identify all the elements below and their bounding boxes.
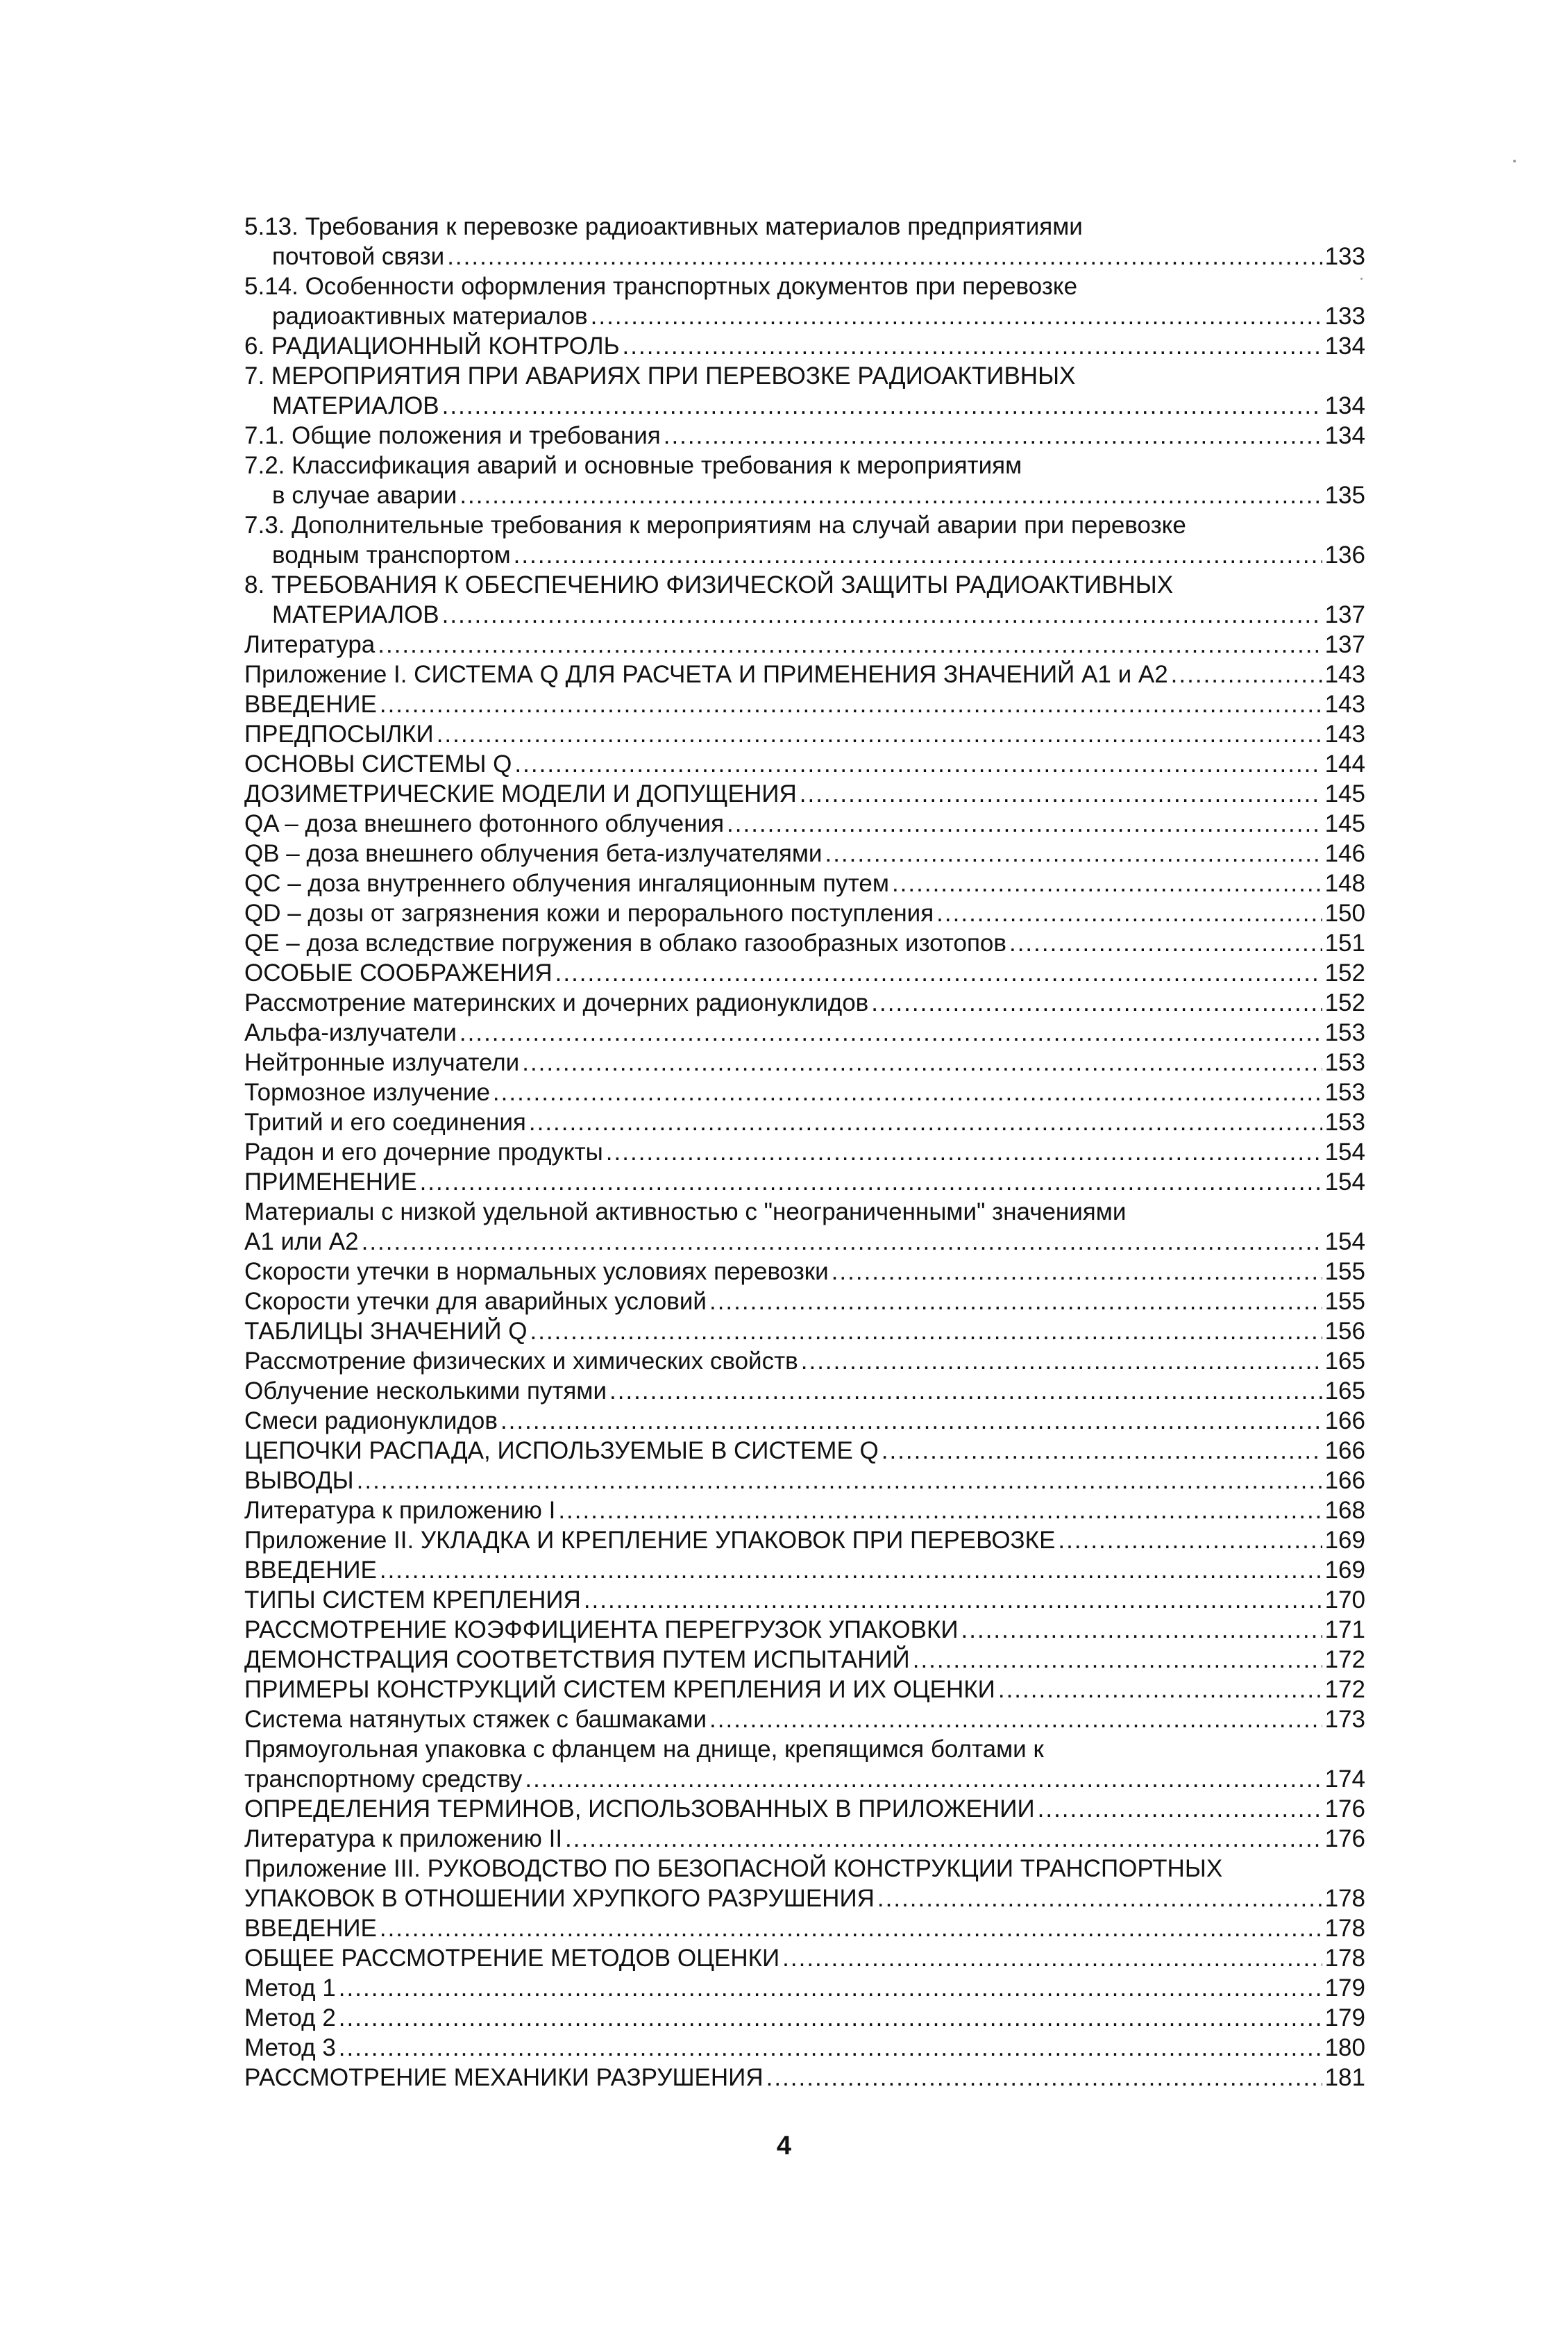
toc-entry bbox=[244, 719, 1365, 749]
toc-leader-dots bbox=[832, 1257, 1322, 1286]
toc-leader-dots bbox=[442, 600, 1322, 630]
toc-entry-page: 146 bbox=[1324, 840, 1365, 867]
toc-entry-title: 7.2. Классификация аварий и основные требования к мероприятиям bbox=[244, 452, 1022, 479]
toc-entry bbox=[244, 301, 1365, 331]
toc-entry bbox=[244, 1286, 1365, 1316]
toc-entry-title: ЦЕПОЧКИ РАСПАДА, ИСПОЛЬЗУЕМЫЕ В СИСТЕМЕ Q bbox=[244, 1437, 879, 1464]
toc-entry-title: Скорости утечки для аварийных условий bbox=[244, 1288, 707, 1315]
toc-entry-title: Смеси радионуклидов bbox=[244, 1407, 498, 1434]
toc-entry-title: водным транспортом bbox=[272, 542, 511, 569]
toc-leader-dots bbox=[709, 1286, 1322, 1316]
toc-entry bbox=[244, 1257, 1365, 1286]
toc-entry-page: 180 bbox=[1324, 2034, 1365, 2061]
toc-leader-dots bbox=[514, 749, 1322, 779]
toc-entry-page: 156 bbox=[1324, 1318, 1365, 1345]
toc-entry bbox=[244, 1615, 1365, 1645]
toc-entry bbox=[244, 600, 1365, 630]
toc-entry-title: Альфа-излучатели bbox=[244, 1019, 457, 1046]
toc-entry-page: 173 bbox=[1324, 1706, 1365, 1733]
toc-entry bbox=[244, 242, 1365, 271]
toc-entry-title: Метод 3 bbox=[244, 2034, 336, 2061]
toc-entry-title: QA – доза внешнего фотонного облучения bbox=[244, 810, 725, 837]
toc-leader-dots bbox=[565, 1824, 1322, 1854]
toc-entry-title: ВВЕДЕНИЕ bbox=[244, 1915, 377, 1942]
toc-entry bbox=[244, 391, 1365, 421]
toc-entry bbox=[244, 869, 1365, 898]
toc-entry bbox=[244, 1436, 1365, 1466]
toc-entry-title: ДОЗИМЕТРИЧЕСКИЕ МОДЕЛИ И ДОПУЩЕНИЯ bbox=[244, 780, 797, 807]
toc-leader-dots bbox=[380, 1555, 1322, 1585]
toc-entry-page: 134 bbox=[1324, 333, 1365, 360]
toc-entry-page: 150 bbox=[1324, 900, 1365, 927]
toc-entry bbox=[244, 1555, 1365, 1585]
toc-leader-dots bbox=[882, 1436, 1322, 1466]
toc-entry bbox=[244, 988, 1365, 1018]
toc-entry-title: МАТЕРИАЛОВ bbox=[272, 392, 439, 419]
toc-entry-page: 176 bbox=[1324, 1825, 1365, 1852]
toc-entry-page: 136 bbox=[1324, 542, 1365, 569]
toc-entry bbox=[244, 510, 1365, 540]
toc-leader-dots bbox=[378, 630, 1322, 660]
toc-entry bbox=[244, 331, 1365, 361]
toc-leader-dots bbox=[801, 1346, 1322, 1376]
toc-entry bbox=[244, 1794, 1365, 1824]
toc-entry bbox=[244, 1824, 1365, 1854]
toc-entry-page: 165 bbox=[1324, 1377, 1365, 1404]
toc-leader-dots bbox=[892, 869, 1322, 898]
toc-leader-dots bbox=[460, 1018, 1322, 1048]
toc-leader-dots bbox=[1038, 1794, 1322, 1824]
toc-entry bbox=[244, 1466, 1365, 1495]
toc-entry-page: 151 bbox=[1324, 930, 1365, 957]
toc-entry bbox=[244, 1137, 1365, 1167]
toc-entry bbox=[244, 451, 1365, 480]
toc-entry bbox=[244, 1495, 1365, 1525]
toc-entry-page: 133 bbox=[1324, 303, 1365, 330]
toc-leader-dots bbox=[500, 1406, 1322, 1436]
toc-entry-page: 154 bbox=[1324, 1139, 1365, 1166]
toc-entry bbox=[244, 361, 1365, 391]
toc-entry-title: 7. МЕРОПРИЯТИЯ ПРИ АВАРИЯХ ПРИ ПЕРЕВОЗКЕ РАДИОАКТИВНЫХ bbox=[244, 362, 1076, 389]
toc-entry-page: 137 bbox=[1324, 631, 1365, 658]
toc-leader-dots bbox=[766, 2063, 1322, 2093]
toc-entry bbox=[244, 958, 1365, 988]
toc-entry-page: 153 bbox=[1324, 1049, 1365, 1076]
toc-entry bbox=[244, 1227, 1365, 1257]
toc-entry-title: A1 или A2 bbox=[244, 1228, 359, 1255]
scan-speck bbox=[1513, 160, 1516, 162]
toc-entry bbox=[244, 421, 1365, 451]
toc-entry-title: Облучение несколькими путями bbox=[244, 1377, 607, 1404]
toc-entry-page: 152 bbox=[1324, 959, 1365, 987]
toc-entry bbox=[244, 660, 1365, 689]
toc-entry bbox=[244, 570, 1365, 600]
toc-entry-title: ПРИМЕРЫ КОНСТРУКЦИЙ СИСТЕМ КРЕПЛЕНИЯ И ИХ ОЦЕНКИ bbox=[244, 1676, 995, 1703]
toc-leader-dots bbox=[825, 839, 1322, 869]
toc-entry-title: ВВЕДЕНИЕ bbox=[244, 1557, 377, 1584]
toc-entry-title: Рассмотрение физических и химических свойств bbox=[244, 1348, 798, 1375]
toc-entry bbox=[244, 1077, 1365, 1107]
scan-speck bbox=[1360, 278, 1363, 280]
toc-entry bbox=[244, 1734, 1365, 1764]
toc-entry bbox=[244, 1645, 1365, 1675]
toc-entry-title: ТАБЛИЦЫ ЗНАЧЕНИЙ Q bbox=[244, 1318, 528, 1345]
toc-entry bbox=[244, 839, 1365, 869]
toc-entry-title: транспортному средству bbox=[244, 1766, 523, 1793]
toc-leader-dots bbox=[522, 1048, 1322, 1077]
toc-entry bbox=[244, 1675, 1365, 1704]
toc-entry-title: Метод 2 bbox=[244, 2004, 336, 2031]
toc-leader-dots bbox=[442, 391, 1322, 421]
toc-entry-title: Приложение I. СИСТЕМА Q ДЛЯ РАСЧЕТА И ПРИМЕНЕНИЯ ЗНАЧЕНИЙ A1 и A2 bbox=[244, 661, 1168, 688]
toc-leader-dots bbox=[1009, 928, 1322, 958]
toc-entry-title: ВЫВОДЫ bbox=[244, 1467, 354, 1494]
toc-entry-page: 152 bbox=[1324, 989, 1365, 1016]
toc-entry-page: 153 bbox=[1324, 1079, 1365, 1106]
toc-entry-page: 154 bbox=[1324, 1168, 1365, 1196]
toc-entry bbox=[244, 1764, 1365, 1794]
toc-entry-title: ОПРЕДЕЛЕНИЯ ТЕРМИНОВ, ИСПОЛЬЗОВАННЫХ В ПРИЛОЖЕНИИ bbox=[244, 1795, 1035, 1822]
toc-entry-title: ПРЕДПОСЫЛКИ bbox=[244, 721, 434, 748]
toc-entry bbox=[244, 1884, 1365, 1913]
toc-entry bbox=[244, 540, 1365, 570]
toc-entry-page: 143 bbox=[1324, 691, 1365, 718]
toc-entry bbox=[244, 480, 1365, 510]
toc-entry-title: ОСОБЫЕ СООБРАЖЕНИЯ bbox=[244, 959, 553, 987]
toc-entry-title: QD – дозы от загрязнения кожи и перорального поступления bbox=[244, 900, 934, 927]
toc-entry-title: Метод 1 bbox=[244, 1974, 336, 2002]
toc-leader-dots bbox=[339, 2003, 1322, 2033]
toc-leader-dots bbox=[460, 480, 1322, 510]
toc-leader-dots bbox=[437, 719, 1322, 749]
toc-entry-page: 179 bbox=[1324, 1974, 1365, 2002]
toc-entry-page: 145 bbox=[1324, 780, 1365, 807]
toc-entry-page: 137 bbox=[1324, 601, 1365, 628]
toc-entry-title: 7.3. Дополнительные требования к мероприятиям на случай аварии при перевозке bbox=[244, 512, 1186, 539]
toc-entry-title: Материалы с низкой удельной активностью с "неограниченными" значениями bbox=[244, 1198, 1127, 1225]
toc-entry-title: почтовой связи bbox=[272, 243, 445, 270]
toc-entry-title: в случае аварии bbox=[272, 482, 457, 509]
toc-leader-dots bbox=[529, 1107, 1322, 1137]
toc-leader-dots bbox=[362, 1227, 1322, 1257]
toc-entry-page: 172 bbox=[1324, 1646, 1365, 1673]
toc-entry-page: 179 bbox=[1324, 2004, 1365, 2031]
toc-entry-page: 143 bbox=[1324, 661, 1365, 688]
toc-entry bbox=[244, 1406, 1365, 1436]
toc-entry-title: Тритий и его соединения bbox=[244, 1109, 526, 1136]
toc-leader-dots bbox=[525, 1764, 1322, 1794]
toc-entry-title: Литература bbox=[244, 631, 376, 658]
toc-entry-page: 171 bbox=[1324, 1616, 1365, 1643]
toc-leader-dots bbox=[709, 1704, 1322, 1734]
toc-leader-dots bbox=[782, 1943, 1322, 1973]
toc-entry bbox=[244, 2003, 1365, 2033]
toc-entry-page: 166 bbox=[1324, 1407, 1365, 1434]
toc-entry-title: Радон и его дочерние продукты bbox=[244, 1139, 603, 1166]
toc-entry-title: ДЕМОНСТРАЦИЯ СООТВЕТСТВИЯ ПУТЕМ ИСПЫТАНИЙ bbox=[244, 1646, 910, 1673]
toc-leader-dots bbox=[339, 1973, 1322, 2003]
toc-entry-title: Приложение II. УКЛАДКА И КРЕПЛЕНИЕ УПАКОВОК ПРИ ПЕРЕВОЗКЕ bbox=[244, 1527, 1056, 1554]
toc-leader-dots bbox=[609, 1376, 1322, 1406]
toc-entry bbox=[244, 1346, 1365, 1376]
toc-leader-dots bbox=[555, 958, 1322, 988]
toc-entry-title: 8. ТРЕБОВАНИЯ К ОБЕСПЕЧЕНИЮ ФИЗИЧЕСКОЙ ЗАЩИТЫ РАДИОАКТИВНЫХ bbox=[244, 571, 1174, 598]
toc-leader-dots bbox=[493, 1077, 1322, 1107]
toc-entry bbox=[244, 1704, 1365, 1734]
toc-leader-dots bbox=[514, 540, 1322, 570]
toc-entry-title: Приложение III. РУКОВОДСТВО ПО БЕЗОПАСНОЙ КОНСТРУКЦИИ ТРАНСПОРТНЫХ bbox=[244, 1855, 1223, 1882]
toc-leader-dots bbox=[727, 809, 1322, 839]
toc-entry bbox=[244, 1943, 1365, 1973]
toc-entry-title: Система натянутых стяжек с башмаками bbox=[244, 1706, 707, 1733]
toc-entry-page: 176 bbox=[1324, 1795, 1365, 1822]
toc-leader-dots bbox=[664, 421, 1322, 451]
toc-leader-dots bbox=[584, 1585, 1322, 1615]
toc-entry-title: ПРИМЕНЕНИЕ bbox=[244, 1168, 417, 1196]
toc-entry-page: 166 bbox=[1324, 1467, 1365, 1494]
toc-leader-dots bbox=[1171, 660, 1322, 689]
toc-entry-title: Литература к приложению I bbox=[244, 1497, 556, 1524]
toc-entry bbox=[244, 1525, 1365, 1555]
toc-entry-page: 181 bbox=[1324, 2064, 1365, 2091]
toc-entry-title: Литература к приложению II bbox=[244, 1825, 563, 1852]
toc-entry bbox=[244, 1913, 1365, 1943]
toc-leader-dots bbox=[558, 1495, 1322, 1525]
toc-entry-title: QE – доза вследствие погружения в облако газообразных изотопов bbox=[244, 930, 1006, 957]
toc-entry-page: 174 bbox=[1324, 1766, 1365, 1793]
toc-entry-page: 169 bbox=[1324, 1527, 1365, 1554]
toc-leader-dots bbox=[339, 2033, 1322, 2063]
toc-entry bbox=[244, 809, 1365, 839]
toc-entry-title: Скорости утечки в нормальных условиях перевозки bbox=[244, 1258, 829, 1285]
toc-entry-page: 170 bbox=[1324, 1586, 1365, 1613]
toc-leader-dots bbox=[606, 1137, 1322, 1167]
toc-leader-dots bbox=[380, 1913, 1322, 1943]
toc-entry-title: ОБЩЕЕ РАССМОТРЕНИЕ МЕТОДОВ ОЦЕНКИ bbox=[244, 1945, 780, 1972]
toc-entry-title: QC – доза внутреннего облучения ингаляционным путем bbox=[244, 870, 889, 897]
toc-leader-dots bbox=[936, 898, 1322, 928]
toc-entry-page: 144 bbox=[1324, 750, 1365, 778]
toc-entry-page: 165 bbox=[1324, 1348, 1365, 1375]
toc-entry bbox=[244, 630, 1365, 660]
toc-entry-page: 153 bbox=[1324, 1019, 1365, 1046]
toc-entry-page: 169 bbox=[1324, 1557, 1365, 1584]
toc-entry bbox=[244, 928, 1365, 958]
toc-entry bbox=[244, 1018, 1365, 1048]
page-number: 4 bbox=[776, 2131, 792, 2161]
toc-entry-page: 178 bbox=[1324, 1885, 1365, 1912]
toc-entry-title: 5.13. Требования к перевозке радиоактивных материалов предприятиями bbox=[244, 213, 1083, 240]
toc-entry-title: 7.1. Общие положения и требования bbox=[244, 422, 661, 449]
toc-entry-title: Прямоугольная упаковка с фланцем на днище, крепящимся болтами к bbox=[244, 1736, 1044, 1763]
toc-entry-title: Нейтронные излучатели bbox=[244, 1049, 520, 1076]
toc-entry-page: 145 bbox=[1324, 810, 1365, 837]
toc-entry bbox=[244, 212, 1365, 242]
toc-leader-dots bbox=[871, 988, 1322, 1018]
toc-entry-title: ВВЕДЕНИЕ bbox=[244, 691, 377, 718]
toc-entry bbox=[244, 749, 1365, 779]
toc-leader-dots bbox=[998, 1675, 1322, 1704]
toc-entry bbox=[244, 1107, 1365, 1137]
toc-entry bbox=[244, 898, 1365, 928]
toc-leader-dots bbox=[1058, 1525, 1322, 1555]
toc-entry-title: РАССМОТРЕНИЕ МЕХАНИКИ РАЗРУШЕНИЯ bbox=[244, 2064, 764, 2091]
toc-entry-title: QB – доза внешнего облучения бета-излучателями bbox=[244, 840, 823, 867]
toc-entry bbox=[244, 1167, 1365, 1197]
toc-leader-dots bbox=[877, 1884, 1322, 1913]
toc-entry bbox=[244, 2033, 1365, 2063]
toc-entry-page: 134 bbox=[1324, 422, 1365, 449]
toc-leader-dots bbox=[530, 1316, 1322, 1346]
toc-entry bbox=[244, 1197, 1365, 1227]
toc-entry-title: 6. РАДИАЦИОННЫЙ КОНТРОЛЬ bbox=[244, 333, 620, 360]
toc-entry-page: 143 bbox=[1324, 721, 1365, 748]
toc-entry-page: 148 bbox=[1324, 870, 1365, 897]
toc-entry-title: УПАКОВОК В ОТНОШЕНИИ ХРУПКОГО РАЗРУШЕНИЯ bbox=[244, 1885, 875, 1912]
toc-entry-page: 155 bbox=[1324, 1288, 1365, 1315]
toc-entry-page: 168 bbox=[1324, 1497, 1365, 1524]
toc-entry-page: 172 bbox=[1324, 1676, 1365, 1703]
toc-entry-page: 154 bbox=[1324, 1228, 1365, 1255]
toc-entry-title: ТИПЫ СИСТЕМ КРЕПЛЕНИЯ bbox=[244, 1586, 581, 1613]
toc-entry bbox=[244, 779, 1365, 809]
toc-entry bbox=[244, 1376, 1365, 1406]
toc-leader-dots bbox=[961, 1615, 1322, 1645]
toc-entry-title: МАТЕРИАЛОВ bbox=[272, 601, 439, 628]
toc-entry-title: Рассмотрение материнских и дочерних радионуклидов bbox=[244, 989, 869, 1016]
toc-entry bbox=[244, 1585, 1365, 1615]
toc-entry-page: 153 bbox=[1324, 1109, 1365, 1136]
toc-leader-dots bbox=[380, 689, 1322, 719]
toc-entry bbox=[244, 689, 1365, 719]
toc-entry-title: ОСНОВЫ СИСТЕМЫ Q bbox=[244, 750, 512, 778]
toc-entry-page: 133 bbox=[1324, 243, 1365, 270]
toc-entry-page: 155 bbox=[1324, 1258, 1365, 1285]
toc-entry bbox=[244, 2063, 1365, 2093]
toc-entry-title: Тормозное излучение bbox=[244, 1079, 490, 1106]
toc-entry bbox=[244, 1316, 1365, 1346]
toc-leader-dots bbox=[623, 331, 1322, 361]
toc-entry-title: 5.14. Особенности оформления транспортных документов при перевозке bbox=[244, 273, 1078, 300]
toc-leader-dots bbox=[357, 1466, 1322, 1495]
toc-entry-page: 166 bbox=[1324, 1437, 1365, 1464]
toc-leader-dots bbox=[913, 1645, 1322, 1675]
toc-entry-page: 134 bbox=[1324, 392, 1365, 419]
toc-entry-page: 135 bbox=[1324, 482, 1365, 509]
toc-leader-dots bbox=[800, 779, 1322, 809]
toc-entry bbox=[244, 1854, 1365, 1884]
toc-entry-page: 178 bbox=[1324, 1945, 1365, 1972]
toc-leader-dots bbox=[447, 242, 1322, 271]
toc-entry-title: радиоактивных материалов bbox=[272, 303, 588, 330]
table-of-contents bbox=[244, 212, 1365, 2093]
toc-leader-dots bbox=[420, 1167, 1322, 1197]
toc-entry bbox=[244, 271, 1365, 301]
toc-leader-dots bbox=[591, 301, 1322, 331]
toc-entry-title: РАССМОТРЕНИЕ КОЭФФИЦИЕНТА ПЕРЕГРУЗОК УПАКОВКИ bbox=[244, 1616, 959, 1643]
toc-entry bbox=[244, 1048, 1365, 1077]
toc-entry-page: 178 bbox=[1324, 1915, 1365, 1942]
toc-entry bbox=[244, 1973, 1365, 2003]
